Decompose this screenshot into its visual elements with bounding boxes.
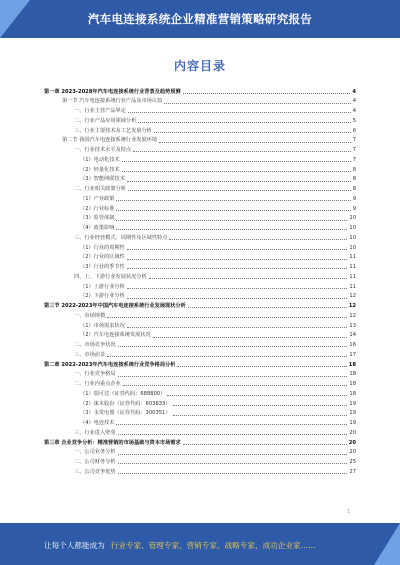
toc-leader-dots: [118, 473, 348, 474]
toc-entry[interactable]: [44, 95, 356, 105]
toc-entry-title: （1）上游行业分析: [80, 283, 125, 290]
toc-leader-dots: [173, 415, 348, 416]
footer-slogan-main: 让每个人都能成为: [44, 541, 105, 550]
toc-entry-page: 19: [349, 400, 356, 407]
toc-entry[interactable]: [44, 339, 356, 349]
toc-leader-dots: [127, 288, 348, 289]
toc-entry-title: 第三节 2022-2023年中国汽车电连接系统行业发展现状分析: [44, 303, 186, 310]
toc-entry[interactable]: [44, 378, 356, 388]
toc-entry[interactable]: [44, 407, 356, 417]
toc-entry[interactable]: [44, 202, 356, 212]
toc-entry-page: 7: [352, 137, 356, 144]
toc-entry[interactable]: [44, 261, 356, 271]
toc-entry-page: 4: [352, 108, 356, 115]
toc-entry-page: 10: [349, 225, 356, 232]
toc-entry-page: 4: [352, 98, 356, 105]
toc-leader-dots: [127, 181, 351, 182]
toc-entry[interactable]: [44, 241, 356, 251]
page-number: 1: [346, 509, 350, 515]
toc-entry[interactable]: [44, 446, 356, 456]
toc-entry[interactable]: [44, 309, 356, 319]
toc-entry-page: 7: [352, 147, 356, 154]
toc-leader-dots: [159, 142, 351, 143]
toc-entry-page: 12: [349, 312, 356, 319]
toc-entry[interactable]: [44, 85, 356, 95]
toc-entry-title: 二、行业相关政策分析: [74, 186, 126, 193]
toc-entry[interactable]: [44, 436, 356, 446]
toc-entry[interactable]: [44, 417, 356, 427]
toc-leader-dots: [133, 151, 351, 152]
toc-entry[interactable]: [44, 348, 356, 358]
toc-entry-page: 12: [348, 303, 356, 310]
toc-entry[interactable]: [44, 163, 356, 173]
toc-leader-dots: [122, 171, 351, 172]
footer-accent: [374, 523, 400, 565]
toc-leader-dots: [107, 317, 347, 318]
toc-entry-title: 第三章 企业竞争分析：精准营销的市场基础与资本市场需求: [44, 439, 181, 446]
toc-leader-dots: [118, 463, 348, 464]
toc-entry-title: （2）徕木股份（证券代码：603633）: [80, 400, 171, 407]
toc-leader-dots: [164, 103, 350, 104]
toc-entry-page: 8: [352, 166, 356, 173]
toc-entry-page: 18: [348, 361, 356, 368]
toc-entry[interactable]: [44, 144, 356, 154]
toc-entry-page: 27: [349, 468, 356, 475]
toc-entry[interactable]: [44, 124, 356, 134]
toc-entry-title: 三、公司竞争优势: [74, 468, 116, 475]
toc-leader-dots: [127, 259, 348, 260]
toc-entry-title: （1）市场需求状况: [80, 322, 125, 329]
toc-entry-page: 18: [349, 381, 356, 388]
toc-entry-title: 四、上、下游行业发展状况分析: [74, 273, 147, 280]
toc-entry-page: 10: [349, 244, 356, 251]
toc-leader-dots: [116, 200, 350, 201]
toc-leader-dots: [127, 268, 348, 269]
toc-leader-dots: [127, 249, 348, 250]
toc-entry-title: 第二节 我国汽车电连接系统行业发展环境: [62, 137, 158, 144]
footer-slogan: [44, 540, 316, 551]
toc-entry-page: 18: [349, 390, 356, 397]
toc-entry[interactable]: [44, 251, 356, 261]
toc-entry-title: （4）政策影响: [80, 225, 115, 232]
toc-entry[interactable]: [44, 319, 356, 329]
toc-entry[interactable]: [44, 387, 356, 397]
toc-leader-dots: [183, 444, 347, 445]
toc-entry[interactable]: [44, 183, 356, 193]
toc-entry-title: （1）产业政策: [80, 195, 115, 202]
toc-entry-page: 9: [352, 205, 356, 212]
toc-entry-page: 9: [352, 195, 356, 202]
toc-leader-dots: [122, 161, 351, 162]
table-of-contents: [44, 85, 356, 475]
toc-entry[interactable]: [44, 426, 356, 436]
toc-entry-title: 二、市场竞争状况: [74, 342, 116, 349]
toc-entry-page: 17: [349, 351, 356, 358]
toc-leader-dots: [149, 278, 348, 279]
toc-entry-title: 一、行业竞争格局: [74, 371, 116, 378]
toc-entry-title: 二、行业产品应用领域分析: [74, 117, 137, 124]
toc-entry-page: 8: [352, 176, 356, 183]
report-footer: [0, 523, 400, 565]
toc-entry-title: 第二章 2022-2023年汽车电连接系统行业竞争格局分析: [44, 361, 176, 368]
toc-entry-title: 三、行业进入壁垒: [74, 429, 116, 436]
toc-entry[interactable]: [44, 368, 356, 378]
toc-entry-page: 11: [349, 273, 356, 280]
toc-entry[interactable]: [44, 192, 356, 202]
toc-leader-dots: [118, 346, 348, 347]
toc-entry-page: 5: [352, 117, 356, 124]
toc-leader-dots: [127, 298, 348, 299]
toc-entry-page: 11: [349, 264, 356, 271]
toc-entry-page: 13: [349, 322, 356, 329]
toc-entry[interactable]: [44, 105, 356, 115]
toc-leader-dots: [127, 327, 348, 328]
toc-leader-dots: [183, 93, 351, 94]
toc-entry-title: （2）轻量化技术: [80, 166, 120, 173]
toc-entry-title: 第一章 2023-2028年汽车电连接系统行业背景及趋势预测: [44, 88, 181, 95]
toc-entry[interactable]: [44, 114, 356, 124]
toc-entry-title: 三、市场前景: [74, 351, 106, 358]
toc-entry[interactable]: [44, 465, 356, 475]
toc-entry-page: 7: [352, 156, 356, 163]
report-header: [0, 0, 400, 38]
toc-entry-page: 19: [349, 410, 356, 417]
toc-entry-title: （4）电连技术: [80, 420, 115, 427]
toc-entry-page: 10: [349, 234, 356, 241]
toc-leader-dots: [118, 434, 348, 435]
toc-entry-page: 20: [348, 439, 356, 446]
toc-entry[interactable]: [44, 134, 356, 144]
toc-leader-dots: [167, 395, 347, 396]
toc-entry-title: （2）汽车电连接系统发展状况: [80, 332, 151, 339]
toc-leader-dots: [116, 220, 347, 221]
toc-entry-page: 19: [349, 420, 356, 427]
toc-entry-title: （3）智能网联技术: [80, 176, 125, 183]
toc-entry-page: 6: [352, 127, 356, 134]
toc-entry[interactable]: [44, 222, 356, 232]
toc-leader-dots: [177, 366, 346, 367]
toc-entry-page: 11: [349, 283, 356, 290]
toc-leader-dots: [107, 356, 347, 357]
toc-entry[interactable]: [44, 212, 356, 222]
toc-entry-title: 一、市场规模: [74, 312, 106, 319]
toc-entry[interactable]: [44, 270, 356, 280]
toc-entry[interactable]: [44, 358, 356, 368]
toc-entry-title: （3）永贵电器（证券代码：300351）: [80, 410, 171, 417]
toc-entry-page: 14: [349, 332, 356, 339]
toc-entry-title: （2）下游行业分析: [80, 293, 125, 300]
toc-entry-title: 一、公司业务分析: [74, 449, 116, 456]
toc-entry-title: （1）瑞可达（证券代码：688800）: [80, 390, 166, 397]
toc-entry[interactable]: [44, 329, 356, 339]
toc-leader-dots: [118, 376, 348, 377]
toc-entry-page: 20: [349, 449, 356, 456]
toc-leader-dots: [173, 405, 348, 406]
toc-entry-title: 二、行业内重点企业: [74, 381, 121, 388]
toc-entry-title: 第一节 汽车电连接系统行业产品及市场认知: [62, 98, 163, 105]
toc-entry-title: 三、行业经营模式、周期性及区域性特点: [74, 234, 168, 241]
toc-entry-title: 一、行业主营产品界定: [74, 108, 126, 115]
toc-leader-dots: [138, 122, 350, 123]
toc-entry[interactable]: [44, 153, 356, 163]
toc-entry[interactable]: [44, 280, 356, 290]
toc-entry-title: （1）电动化技术: [80, 156, 120, 163]
toc-entry-title: 一、行业技术水平及特点: [74, 147, 132, 154]
toc-leader-dots: [116, 210, 350, 211]
toc-entry-page: 4: [352, 88, 356, 95]
toc-leader-dots: [188, 307, 347, 308]
toc-leader-dots: [153, 337, 348, 338]
toc-entry-page: 16: [349, 342, 356, 349]
toc-leader-dots: [128, 112, 351, 113]
toc-entry[interactable]: [44, 290, 356, 300]
toc-entry[interactable]: [44, 173, 356, 183]
toc-entry[interactable]: [44, 456, 356, 466]
toc-entry[interactable]: [44, 300, 356, 310]
toc-entry[interactable]: [44, 397, 356, 407]
toc-leader-dots: [123, 385, 348, 386]
footer-slogan-sub: 行业专家、管理专家、营销专家、战略专家、成功企业家……: [110, 541, 316, 550]
toc-entry-page: 10: [349, 215, 356, 222]
toc-leader-dots: [116, 424, 347, 425]
toc-entry-title: 二、公司财务分析: [74, 459, 116, 466]
toc-leader-dots: [154, 132, 351, 133]
toc-leader-dots: [128, 190, 351, 191]
toc-entry-page: 25: [349, 459, 356, 466]
toc-entry-page: 11: [349, 254, 356, 261]
toc-entry-title: （3）监管体制: [80, 215, 115, 222]
toc-entry[interactable]: [44, 231, 356, 241]
toc-heading: 内容目录: [173, 59, 226, 73]
toc-entry-title: （2）行业标准: [80, 205, 115, 212]
toc-entry-title: （1）行业的周期性: [80, 244, 125, 251]
toc-leader-dots: [116, 229, 347, 230]
report-title: 汽车电连接系统企业精准营销策略研究报告: [87, 12, 313, 26]
toc-leader-dots: [169, 239, 347, 240]
toc-entry-title: 三、行业主要技术及工艺发展分析: [74, 127, 152, 134]
toc-entry-page: 12: [349, 293, 356, 300]
toc-entry-page: 18: [349, 371, 356, 378]
toc-leader-dots: [118, 454, 348, 455]
toc-entry-page: 8: [352, 186, 356, 193]
toc-entry-title: （3）行业的季节性: [80, 264, 125, 271]
toc-entry-page: 20: [349, 429, 356, 436]
toc-entry-title: （2）行业的区域性: [80, 254, 125, 261]
